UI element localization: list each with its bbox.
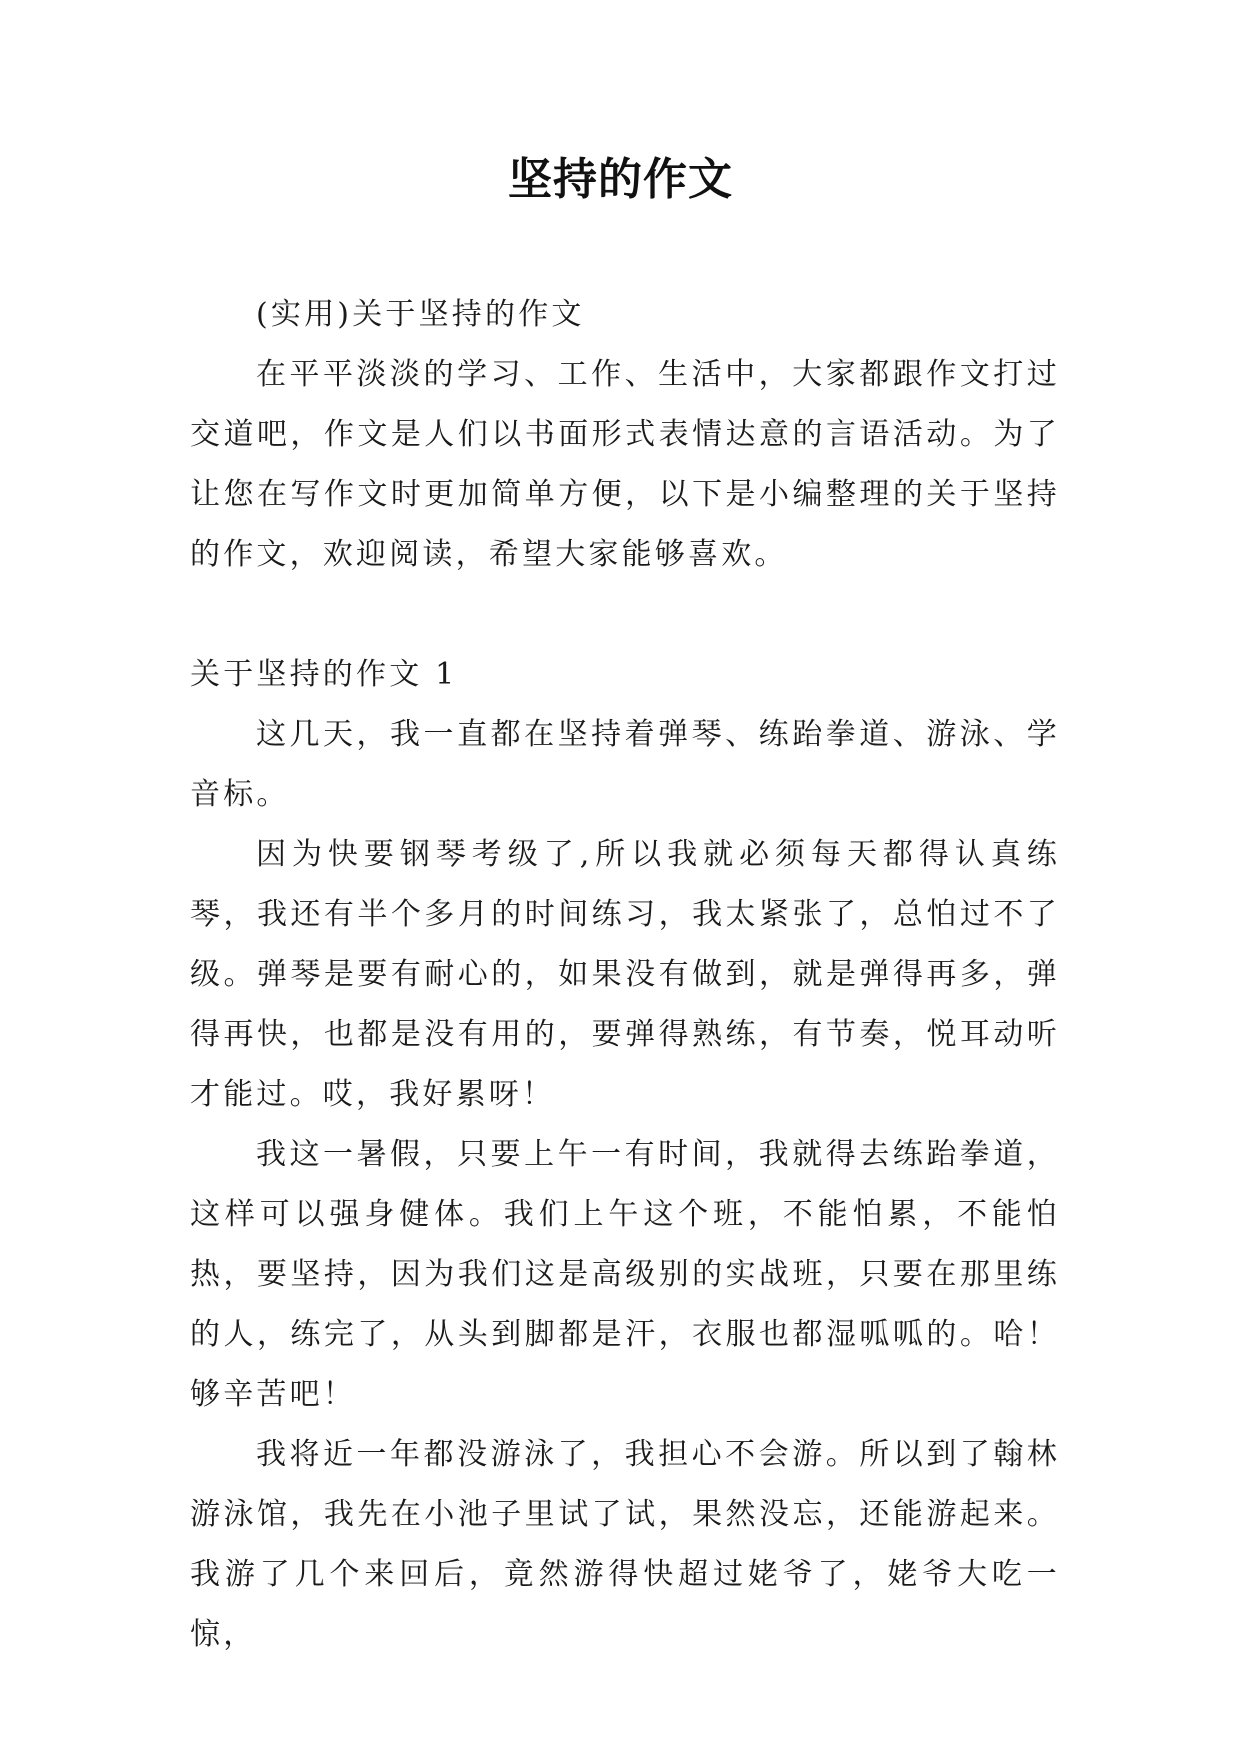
document-title: 坚持的作文: [508, 154, 733, 205]
section-heading: 关于坚持的作文 1: [190, 657, 458, 692]
body-paragraph: 我这一暑假，只要上午一有时间，我就得去练跆拳道，这样可以强身健体。我们上午这个班，不能怕累，不能怕热，要坚持，因为我们这是高级别的实战班，只要在那里练的人，练完了，从头到脚都是汗，衣服也都湿呱呱的。哈！够辛苦吧！: [190, 1137, 1060, 1412]
intro-paragraph: 在平平淡淡的学习、工作、生活中，大家都跟作文打过交道吧，作文是人们以书面形式表情达意的言语活动。为了让您在写作文时更加简单方便，以下是小编整理的关于坚持的作文，欢迎阅读，希望大家能够喜欢。: [190, 357, 1060, 572]
body-paragraph: 这几天，我一直都在坚持着弹琴、练跆拳道、游泳、学音标。: [190, 717, 1060, 812]
document-body: [190, 285, 1060, 1665]
section-spacer: [190, 585, 1060, 645]
document-subtitle: (实用)关于坚持的作文: [256, 297, 585, 332]
body-paragraph: 我将近一年都没游泳了，我担心不会游。所以到了翰林游泳馆，我先在小池子里试了试，果然没忘，还能游起来。我游了几个来回后，竟然游得快超过姥爷了，姥爷大吃一惊，: [190, 1437, 1060, 1652]
body-paragraph: 因为快要钢琴考级了,所以我就必须每天都得认真练琴，我还有半个多月的时间练习，我太紧张了，总怕过不了级。弹琴是要有耐心的，如果没有做到，就是弹得再多，弹得再快，也都是没有用的，要弹得熟练，有节奏，悦耳动听才能过。哎，我好累呀！: [190, 837, 1060, 1112]
